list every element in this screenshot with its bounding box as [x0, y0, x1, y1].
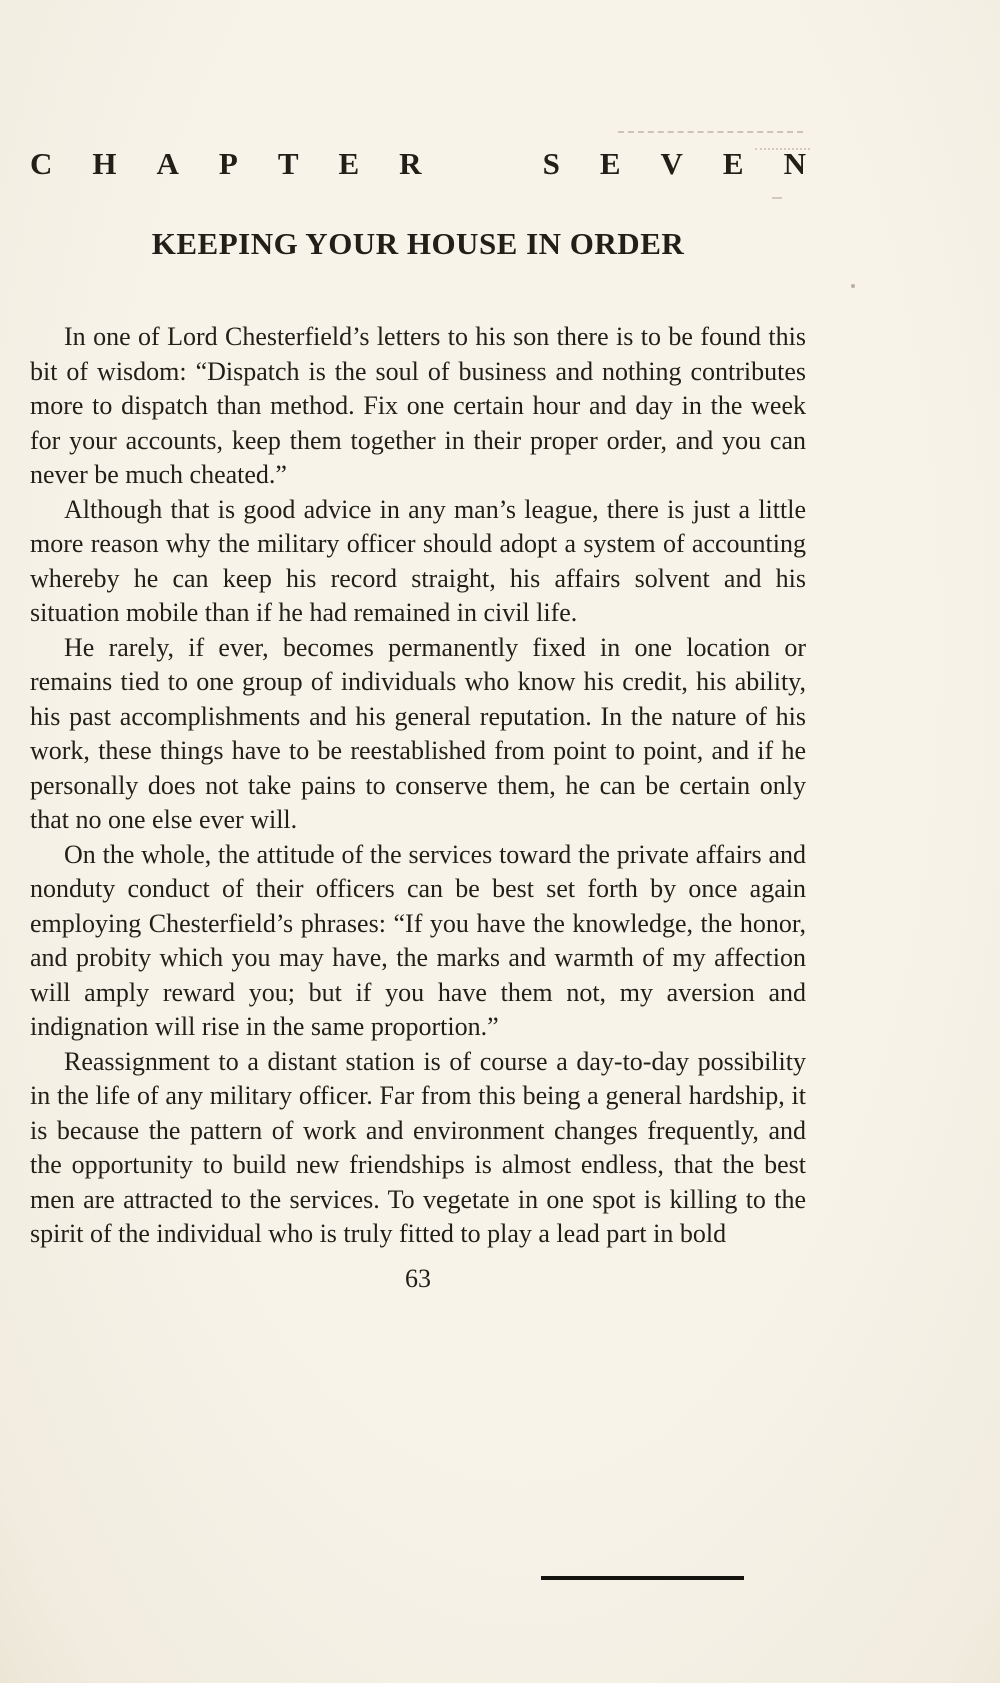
scan-noise-dot: [851, 284, 855, 288]
paragraph: Reassignment to a distant station is of course a day-to-day possibility in the life of any military officer. Far from this being a general hardship, it is because the pattern of work and environment changes frequently, and the opportunity to build new friendships is almost endless, that the best men are attracted to the services. To vegetate in one spot is killing to the spirit of the individual who is truly fitted to play a lead part in bold: [30, 1046, 806, 1248]
chapter-heading-word: SEVEN: [542, 146, 846, 181]
paragraph: He rarely, if ever, becomes permanently fixed in one location or remains tied to one group of individuals who know his credit, his ability, his past accomplishments and his general reputation. In the nature of his work, these things have to be reestablished from point to point, and if he personally does not take pains to conserve them, he can be certain only that no one else ever will.: [30, 632, 806, 834]
scan-artifact-line: [541, 1576, 744, 1580]
page-content: [30, 146, 846, 1294]
chapter-title: KEEPING YOUR HOUSE IN ORDER: [151, 226, 685, 261]
body-text: [30, 320, 806, 1252]
chapter-heading: [30, 146, 846, 182]
chapter-heading-word: CHAPTER: [30, 146, 462, 181]
scan-noise-dashes: [618, 131, 803, 133]
paragraph: In one of Lord Chesterfield’s letters to his son there is to be found this bit of wisdom: “Dispatch is the soul of business and nothing contributes more to dispatch than method. Fix one certain hour and day in the week for your accounts, keep them together in their proper order, and you can never be much cheated.”: [30, 322, 806, 489]
paragraph: On the whole, the attitude of the services toward the private affairs and nonduty conduct of their officers can be best set forth by once again employing Chesterfield’s phrases: “If you have the knowledge, the honor, and probity which you may have, the marks and warmth of my affection will amply reward you; but if you have them not, my aversion and indignation will rise in the same proportion.”: [30, 839, 806, 1041]
paragraph: Although that is good advice in any man’s league, there is just a little more reason why the military officer should adopt a system of accounting whereby he can keep his record straight, his affairs solvent and his situation mobile than if he had remained in civil life.: [30, 494, 806, 627]
page-number: 63: [405, 1263, 431, 1293]
